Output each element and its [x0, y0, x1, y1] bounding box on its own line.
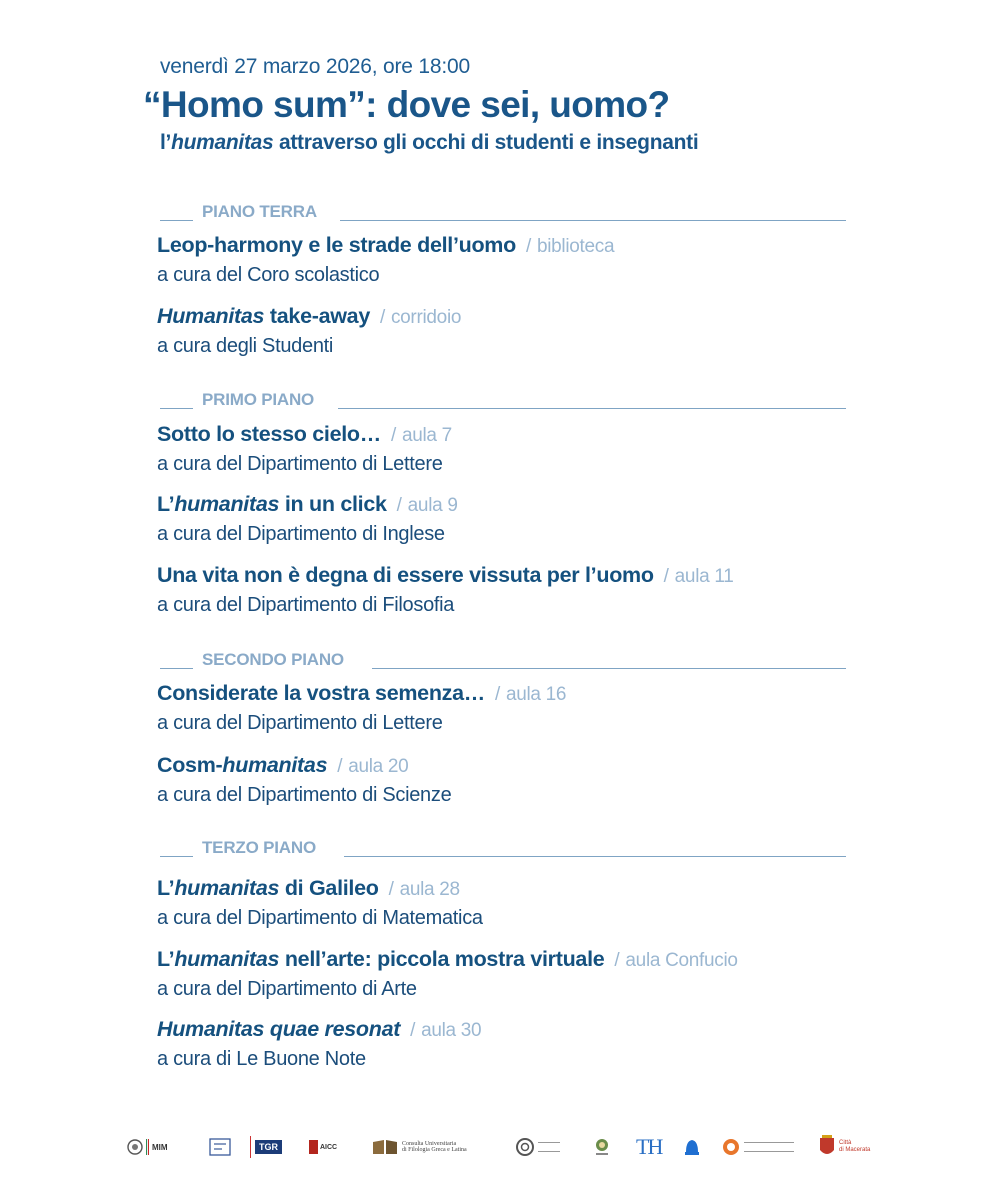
th-logo [636, 1133, 661, 1161]
item-separator: / [525, 236, 531, 257]
mim-logo [126, 1133, 168, 1161]
program-item [157, 420, 857, 478]
item-room: biblioteca [536, 236, 615, 257]
item-title-pre: L’ [157, 947, 175, 971]
item-room: aula 16 [505, 684, 567, 705]
item-separator: / [410, 1020, 416, 1041]
item-curator: a cura degli Studenti [157, 335, 334, 357]
section-rule [338, 408, 846, 409]
item-title-post: di Galileo [279, 876, 379, 900]
item-heading [157, 561, 857, 591]
item-title [157, 1017, 400, 1041]
municipality-line1: Città [839, 1140, 852, 1146]
item-curator: a cura del Dipartimento di Lettere [157, 712, 443, 734]
municipality-text [839, 1140, 870, 1154]
item-separator: / [663, 566, 669, 587]
item-room: aula 7 [401, 425, 452, 446]
bell-logo [682, 1133, 702, 1161]
section-rule [344, 856, 846, 857]
item-curator: a cura del Dipartimento di Inglese [157, 523, 445, 545]
item-title-italic: humanitas [174, 947, 280, 971]
item-title-pre: L’ [157, 492, 175, 516]
consulta-line1: Consulta Universitaria [402, 1141, 457, 1147]
item-curator: a cura del Dipartimento di Filosofia [157, 594, 455, 616]
item-curator: a cura di Le Buone Note [157, 1048, 366, 1070]
item-title-pre: Cosm- [157, 753, 223, 777]
item-separator: / [614, 950, 620, 971]
flag-icon [146, 1139, 149, 1155]
item-title-post: take-away [264, 304, 370, 328]
item-title [157, 876, 379, 900]
section-lead-line [160, 408, 193, 409]
subtitle-pre: l’ [160, 131, 172, 154]
program-item [157, 751, 857, 809]
item-curator: a cura del Dipartimento di Scienze [157, 784, 452, 806]
tgr-mark [250, 1136, 251, 1158]
item-title-italic: humanitas [174, 492, 280, 516]
item-separator: / [337, 756, 343, 777]
aicc-mark [309, 1140, 318, 1154]
item-heading [157, 420, 857, 450]
item-separator: / [388, 879, 394, 900]
item-title-post: in un click [279, 492, 387, 516]
emblem-logo [592, 1133, 612, 1161]
item-heading [157, 874, 857, 904]
event-title: “Homo sum”: dove sei, uomo? [143, 84, 670, 125]
school-emblem-icon [208, 1136, 232, 1158]
program-item [157, 490, 857, 548]
cg-text-mark [538, 1142, 560, 1152]
association-logo [722, 1133, 794, 1161]
association-emblem-icon [722, 1136, 740, 1158]
wreath-emblem-icon [592, 1136, 612, 1158]
item-room: aula Confucio [625, 950, 738, 971]
section-lead-line [160, 668, 193, 669]
item-title [157, 947, 604, 971]
section-rule [372, 668, 846, 669]
item-separator: / [396, 495, 402, 516]
event-subtitle [160, 131, 698, 155]
section-label: PRIMO PIANO [202, 390, 322, 410]
program-item [157, 945, 857, 1003]
item-title: Sotto lo stesso cielo… [157, 422, 381, 446]
item-title [157, 753, 327, 777]
item-heading [157, 302, 857, 332]
item-title-post: nell’arte: piccola mostra virtuale [279, 947, 605, 971]
cg-emblem-icon [514, 1136, 536, 1158]
section-lead-line [160, 856, 193, 857]
item-room: aula 28 [399, 879, 460, 900]
program-item [157, 561, 857, 619]
tgr-logo [250, 1133, 282, 1161]
sponsor-logos [126, 1133, 878, 1163]
item-title-pre: L’ [157, 876, 175, 900]
municipality-line2: di Macerata [839, 1147, 871, 1153]
section-primo-piano [160, 390, 846, 412]
item-heading [157, 231, 857, 261]
section-label: PIANO TERRA [202, 202, 325, 222]
consulta-line2: di Filologia Greca e Latina [402, 1147, 467, 1153]
item-room: aula 20 [348, 756, 409, 777]
item-title: Considerate la vostra semenza… [157, 681, 485, 705]
municipality-logo [818, 1133, 870, 1161]
section-label: TERZO PIANO [202, 838, 324, 858]
item-room: aula 30 [421, 1020, 482, 1041]
aicc-logo [309, 1133, 337, 1161]
coat-of-arms-icon [818, 1134, 836, 1160]
subtitle-post: attraverso gli occhi di studenti e insegnanti [273, 131, 699, 154]
event-date: venerdì 27 marzo 2026, ore 18:00 [160, 55, 470, 78]
item-room: corridoio [390, 307, 462, 328]
consulta-logo [371, 1133, 467, 1161]
section-piano-terra [160, 202, 846, 224]
item-title: Una vita non è degna di essere vissuta per l’uomo [157, 563, 654, 587]
section-lead-line [160, 220, 193, 221]
program-item [157, 1015, 857, 1073]
item-heading [157, 679, 857, 709]
association-text-mark [744, 1142, 794, 1152]
program-item [157, 679, 857, 737]
item-title [157, 304, 370, 328]
item-curator: a cura del Coro scolastico [157, 264, 380, 286]
consulta-text [402, 1141, 467, 1153]
item-title-italic: humanitas [174, 876, 280, 900]
program-item [157, 231, 857, 289]
program-item [157, 874, 857, 932]
subtitle-italic: humanitas [171, 131, 274, 154]
school-logo [208, 1133, 232, 1161]
item-separator: / [390, 425, 396, 446]
item-heading [157, 1015, 857, 1045]
section-terzo-piano [160, 838, 846, 860]
item-curator: a cura del Dipartimento di Lettere [157, 453, 443, 475]
bell-icon [682, 1136, 702, 1158]
item-heading [157, 490, 857, 520]
item-title [157, 492, 387, 516]
item-heading [157, 751, 857, 781]
section-rule [340, 220, 846, 221]
tgr-label: TGR [255, 1140, 282, 1154]
item-separator: / [379, 307, 385, 328]
section-label: SECONDO PIANO [202, 650, 352, 670]
item-heading [157, 945, 857, 975]
item-title: Leop-harmony e le strade dell’uomo [157, 233, 516, 257]
republic-emblem-icon [126, 1138, 144, 1156]
item-separator: / [494, 684, 500, 705]
item-title-italic: Humanitas quae resonat [157, 1017, 401, 1041]
program-item [157, 302, 857, 360]
item-room: aula 11 [674, 566, 734, 587]
th-label: TH [636, 1134, 662, 1159]
item-room: aula 9 [407, 495, 458, 516]
aicc-label: AICC [320, 1143, 338, 1151]
item-curator: a cura del Dipartimento di Matematica [157, 907, 483, 929]
item-title-italic: Humanitas [157, 304, 265, 328]
section-secondo-piano [160, 650, 846, 672]
book-icon [371, 1138, 399, 1156]
item-title-italic: humanitas [222, 753, 328, 777]
item-curator: a cura del Dipartimento di Arte [157, 978, 417, 1000]
mim-label: MIM [152, 1142, 168, 1152]
cg-logo [514, 1133, 560, 1161]
